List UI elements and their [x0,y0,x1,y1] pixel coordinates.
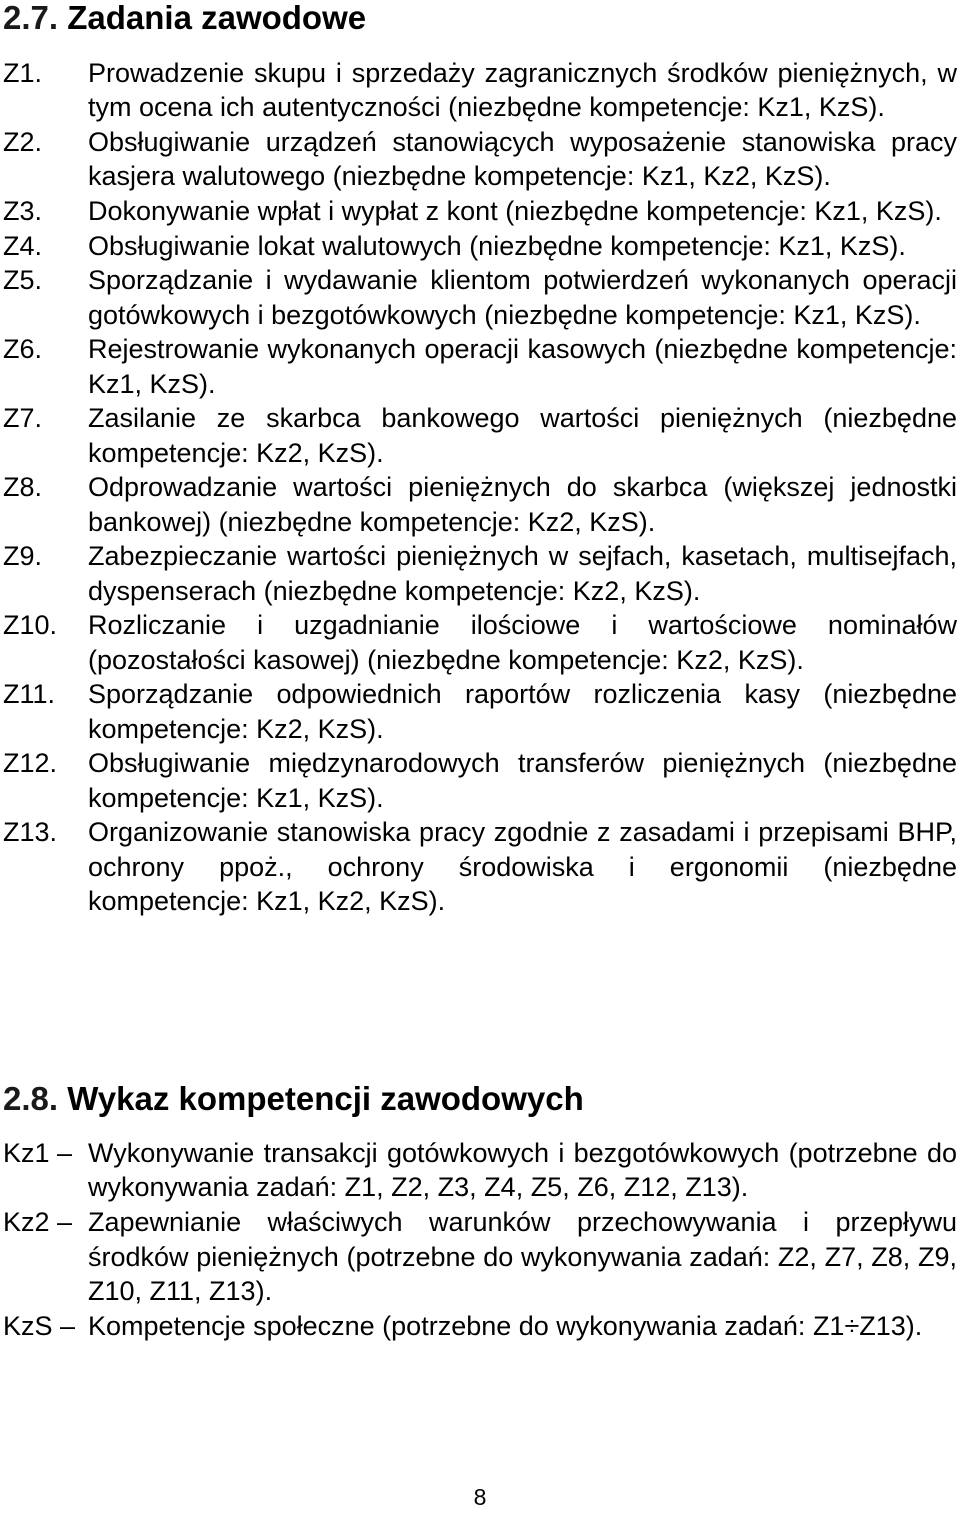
section-title: Wykaz kompetencji zawodowych [67,1080,584,1117]
task-item-label: Z8. [3,472,43,503]
task-item-text: Sporządzanie odpowiednich raportów rozliczenia kasy (niezbędne kompetencje: Kz2, KzS). [88,679,957,744]
task-item-text: Zasilanie ze skarbca bankowego wartości pieniężnych (niezbędne kompetencje: Kz2, KzS). [88,403,957,468]
task-item-label: Z6. [3,334,43,365]
competencies-list [3,1136,957,1343]
tasks-list [3,56,957,918]
task-item [3,470,957,539]
task-item-label: Z4. [3,230,43,261]
task-item-label: Z3. [3,196,43,226]
competency-item-text: Zapewnianie właściwych warunków przechowywania i przepływu środków pieniężnych (potrzebne do wykonywania zadań: Z2, Z7, Z8, Z9, Z10, Z11, Z13). [88,1207,957,1307]
task-item-text: Odprowadzanie wartości pieniężnych do skarbca (większej jednostki bankowej) (niezbędne kompetencje: Kz2, KzS). [88,472,957,537]
task-item [3,229,957,263]
task-item [3,263,957,332]
task-item [3,332,957,401]
task-item-text: Rozliczanie i uzgadnianie ilościowe i wartościowe nominałów (pozostałości kasowej) (niezbędne kompetencje: Kz2, KzS). [88,610,957,675]
competency-item-label: Kz1 – [3,1138,73,1168]
section-title: Zadania zawodowe [67,0,367,36]
task-item [3,539,957,608]
task-item [3,401,957,470]
task-item-text: Organizowanie stanowiska pracy zgodnie z zasadami i przepisami BHP, ochrony ppoż., ochrony środowiska i ergonomii (niezbędne kompetencje: Kz1, Kz2, KzS). [88,817,957,916]
task-item-label: Z7. [3,403,43,434]
task-item [3,56,957,125]
task-item [3,815,957,918]
task-item-text: Rejestrowanie wykonanych operacji kasowych (niezbędne kompetencje: Kz1, KzS). [88,334,957,399]
section-heading-tasks [3,0,366,36]
competency-item [3,1136,957,1205]
task-item-text: Obsługiwanie międzynarodowych transferów pieniężnych (niezbędne kompetencje: Kz1, KzS). [88,748,957,813]
section-number: 2.8. [3,1080,59,1117]
task-item-text: Dokonywanie wpłat i wypłat z kont (niezbędne kompetencje: Kz1, KzS). [88,196,942,226]
competency-item-text: Kompetencje społeczne (potrzebne do wykonywania zadań: Z1÷Z13). [88,1310,923,1341]
competency-item-text: Wykonywanie transakcji gotówkowych i bezgotówkowych (potrzebne do wykonywania zadań: Z1, Z2, Z3, Z4, Z5, Z6, Z12, Z13). [88,1138,957,1203]
section-heading-competencies [3,1081,584,1117]
task-item [3,608,957,677]
task-item-label: Z9. [3,541,43,572]
task-item-text: Sporządzanie i wydawanie klientom potwierdzeń wykonanych operacji gotówkowych i bezgotówkowych (niezbędne kompetencje: Kz1, KzS). [88,265,957,330]
competency-item-label: Kz2 – [3,1207,73,1238]
task-item-text: Obsługiwanie urządzeń stanowiących wyposażenie stanowiska pracy kasjera walutowego (niezbędne kompetencje: Kz1, Kz2, KzS). [88,127,957,192]
task-item-text: Prowadzenie skupu i sprzedaży zagranicznych środków pieniężnych, w tym ocena ich autentyczności (niezbędne kompetencje: Kz1, KzS). [88,58,957,123]
task-item-label: Z2. [3,127,43,157]
task-item-text: Obsługiwanie lokat walutowych (niezbędne kompetencje: Kz1, KzS). [88,230,906,261]
page-number: 8 [473,1484,487,1510]
task-item-label: Z10. [3,610,58,641]
task-item-label: Z1. [3,58,43,88]
task-item-label: Z11. [3,679,56,710]
task-item [3,677,957,746]
competency-item [3,1205,957,1308]
task-item-text: Zabezpieczanie wartości pieniężnych w sejfach, kasetach, multisejfach, dyspenserach (niezbędne kompetencje: Kz2, KzS). [88,541,957,606]
section-number: 2.7. [3,0,59,36]
task-item [3,746,957,815]
competency-item-label: KzS – [3,1310,76,1341]
competency-item [3,1309,957,1343]
task-item [3,194,957,228]
task-item-label: Z5. [3,265,43,296]
task-item-label: Z12. [3,748,58,779]
task-item-label: Z13. [3,817,58,848]
task-item [3,125,957,194]
